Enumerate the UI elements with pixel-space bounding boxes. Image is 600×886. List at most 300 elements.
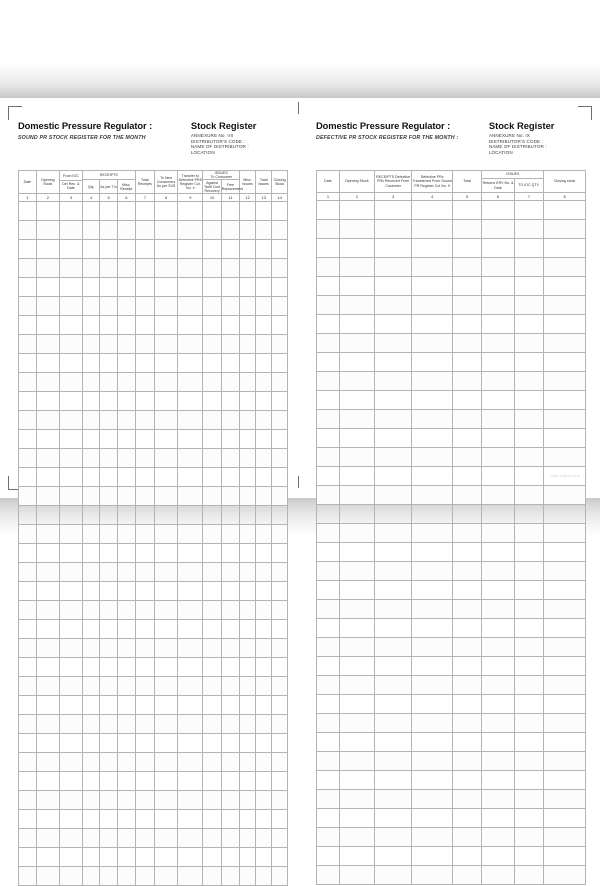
- table-cell[interactable]: [452, 562, 482, 581]
- table-cell[interactable]: [83, 316, 100, 335]
- table-cell[interactable]: [100, 867, 118, 886]
- table-cell[interactable]: [339, 657, 374, 676]
- table-cell[interactable]: [240, 278, 256, 297]
- table-cell[interactable]: [482, 847, 514, 866]
- table-cell[interactable]: [36, 392, 59, 411]
- table-cell[interactable]: [339, 771, 374, 790]
- table-cell[interactable]: [339, 695, 374, 714]
- table-cell[interactable]: [221, 487, 239, 506]
- table-cell[interactable]: [83, 867, 100, 886]
- table-cell[interactable]: [272, 791, 288, 810]
- table-cell[interactable]: [36, 221, 59, 240]
- table-cell[interactable]: [117, 449, 135, 468]
- table-cell[interactable]: [374, 543, 412, 562]
- table-row[interactable]: [19, 658, 288, 677]
- table-cell[interactable]: [514, 258, 544, 277]
- table-cell[interactable]: [514, 220, 544, 239]
- table-cell[interactable]: [240, 639, 256, 658]
- table-cell[interactable]: [100, 525, 118, 544]
- table-cell[interactable]: [272, 848, 288, 867]
- table-cell[interactable]: [117, 848, 135, 867]
- table-cell[interactable]: [203, 734, 221, 753]
- table-cell[interactable]: [135, 487, 154, 506]
- table-cell[interactable]: [339, 296, 374, 315]
- table-cell[interactable]: [412, 847, 452, 866]
- table-cell[interactable]: [36, 335, 59, 354]
- table-cell[interactable]: [482, 372, 514, 391]
- table-cell[interactable]: [452, 258, 482, 277]
- table-cell[interactable]: [19, 297, 37, 316]
- table-row[interactable]: [19, 240, 288, 259]
- table-cell[interactable]: [256, 240, 272, 259]
- table-cell[interactable]: [36, 601, 59, 620]
- table-cell[interactable]: [36, 563, 59, 582]
- table-cell[interactable]: [100, 316, 118, 335]
- table-cell[interactable]: [240, 658, 256, 677]
- table-cell[interactable]: [83, 658, 100, 677]
- table-cell[interactable]: [221, 278, 239, 297]
- table-cell[interactable]: [240, 582, 256, 601]
- table-cell[interactable]: [256, 544, 272, 563]
- table-cell[interactable]: [135, 240, 154, 259]
- table-cell[interactable]: [59, 829, 82, 848]
- table-cell[interactable]: [482, 258, 514, 277]
- table-cell[interactable]: [452, 543, 482, 562]
- table-row[interactable]: [317, 220, 586, 239]
- table-cell[interactable]: [339, 239, 374, 258]
- table-cell[interactable]: [514, 372, 544, 391]
- table-cell[interactable]: [221, 335, 239, 354]
- table-cell[interactable]: [36, 240, 59, 259]
- table-row[interactable]: [317, 505, 586, 524]
- table-row[interactable]: [317, 657, 586, 676]
- table-cell[interactable]: [514, 657, 544, 676]
- table-cell[interactable]: [178, 297, 203, 316]
- table-cell[interactable]: [203, 753, 221, 772]
- table-cell[interactable]: [100, 544, 118, 563]
- table-cell[interactable]: [117, 867, 135, 886]
- table-row[interactable]: [317, 733, 586, 752]
- table-cell[interactable]: [83, 753, 100, 772]
- table-cell[interactable]: [203, 848, 221, 867]
- table-cell[interactable]: [19, 506, 37, 525]
- table-cell[interactable]: [514, 277, 544, 296]
- table-cell[interactable]: [482, 315, 514, 334]
- table-cell[interactable]: [59, 563, 82, 582]
- table-row[interactable]: [317, 543, 586, 562]
- table-cell[interactable]: [374, 448, 412, 467]
- table-cell[interactable]: [155, 791, 178, 810]
- table-cell[interactable]: [117, 658, 135, 677]
- table-cell[interactable]: [317, 372, 340, 391]
- table-cell[interactable]: [256, 867, 272, 886]
- table-cell[interactable]: [221, 449, 239, 468]
- table-cell[interactable]: [203, 829, 221, 848]
- table-cell[interactable]: [59, 487, 82, 506]
- table-cell[interactable]: [339, 543, 374, 562]
- table-cell[interactable]: [178, 867, 203, 886]
- table-cell[interactable]: [544, 543, 586, 562]
- table-cell[interactable]: [100, 278, 118, 297]
- table-cell[interactable]: [155, 677, 178, 696]
- table-cell[interactable]: [59, 696, 82, 715]
- table-cell[interactable]: [221, 601, 239, 620]
- table-row[interactable]: [19, 449, 288, 468]
- table-row[interactable]: [317, 524, 586, 543]
- table-cell[interactable]: [374, 201, 412, 220]
- table-cell[interactable]: [155, 715, 178, 734]
- table-cell[interactable]: [452, 809, 482, 828]
- table-row[interactable]: [317, 600, 586, 619]
- table-cell[interactable]: [19, 278, 37, 297]
- table-cell[interactable]: [544, 619, 586, 638]
- table-cell[interactable]: [272, 715, 288, 734]
- table-cell[interactable]: [203, 715, 221, 734]
- table-cell[interactable]: [482, 524, 514, 543]
- table-cell[interactable]: [514, 771, 544, 790]
- table-cell[interactable]: [59, 392, 82, 411]
- table-cell[interactable]: [178, 202, 203, 221]
- table-cell[interactable]: [452, 239, 482, 258]
- table-cell[interactable]: [240, 772, 256, 791]
- table-cell[interactable]: [178, 316, 203, 335]
- table-cell[interactable]: [117, 316, 135, 335]
- table-row[interactable]: [19, 791, 288, 810]
- table-cell[interactable]: [19, 829, 37, 848]
- table-row[interactable]: [19, 810, 288, 829]
- table-cell[interactable]: [374, 619, 412, 638]
- table-cell[interactable]: [19, 715, 37, 734]
- table-cell[interactable]: [544, 448, 586, 467]
- table-row[interactable]: [19, 848, 288, 867]
- table-cell[interactable]: [203, 240, 221, 259]
- table-cell[interactable]: [83, 297, 100, 316]
- table-cell[interactable]: [374, 353, 412, 372]
- table-cell[interactable]: [544, 429, 586, 448]
- table-cell[interactable]: [135, 468, 154, 487]
- table-cell[interactable]: [374, 391, 412, 410]
- table-cell[interactable]: [83, 772, 100, 791]
- table-cell[interactable]: [514, 828, 544, 847]
- table-cell[interactable]: [117, 563, 135, 582]
- table-cell[interactable]: [514, 562, 544, 581]
- table-cell[interactable]: [544, 866, 586, 885]
- table-cell[interactable]: [374, 638, 412, 657]
- table-cell[interactable]: [339, 676, 374, 695]
- table-cell[interactable]: [59, 449, 82, 468]
- table-cell[interactable]: [482, 296, 514, 315]
- table-cell[interactable]: [100, 620, 118, 639]
- table-cell[interactable]: [203, 658, 221, 677]
- table-cell[interactable]: [514, 467, 544, 486]
- table-cell[interactable]: [178, 772, 203, 791]
- table-row[interactable]: [19, 525, 288, 544]
- table-cell[interactable]: [317, 429, 340, 448]
- table-cell[interactable]: [59, 544, 82, 563]
- table-cell[interactable]: [544, 296, 586, 315]
- table-cell[interactable]: [452, 448, 482, 467]
- table-cell[interactable]: [339, 467, 374, 486]
- table-cell[interactable]: [221, 734, 239, 753]
- table-cell[interactable]: [317, 771, 340, 790]
- table-cell[interactable]: [514, 695, 544, 714]
- table-cell[interactable]: [59, 772, 82, 791]
- table-cell[interactable]: [117, 297, 135, 316]
- table-cell[interactable]: [412, 239, 452, 258]
- table-cell[interactable]: [317, 201, 340, 220]
- table-cell[interactable]: [135, 601, 154, 620]
- table-cell[interactable]: [412, 315, 452, 334]
- table-cell[interactable]: [452, 676, 482, 695]
- table-cell[interactable]: [452, 847, 482, 866]
- table-cell[interactable]: [272, 734, 288, 753]
- table-cell[interactable]: [135, 354, 154, 373]
- table-cell[interactable]: [36, 316, 59, 335]
- table-cell[interactable]: [155, 696, 178, 715]
- table-cell[interactable]: [155, 582, 178, 601]
- table-cell[interactable]: [482, 714, 514, 733]
- table-cell[interactable]: [339, 334, 374, 353]
- table-cell[interactable]: [178, 601, 203, 620]
- table-cell[interactable]: [272, 335, 288, 354]
- table-cell[interactable]: [135, 411, 154, 430]
- table-cell[interactable]: [59, 601, 82, 620]
- table-cell[interactable]: [117, 753, 135, 772]
- table-row[interactable]: [19, 829, 288, 848]
- table-cell[interactable]: [83, 582, 100, 601]
- table-row[interactable]: [317, 277, 586, 296]
- table-cell[interactable]: [412, 866, 452, 885]
- table-cell[interactable]: [135, 772, 154, 791]
- table-cell[interactable]: [317, 638, 340, 657]
- table-cell[interactable]: [452, 828, 482, 847]
- table-cell[interactable]: [155, 373, 178, 392]
- table-row[interactable]: [317, 581, 586, 600]
- table-cell[interactable]: [544, 600, 586, 619]
- table-cell[interactable]: [178, 354, 203, 373]
- table-cell[interactable]: [272, 601, 288, 620]
- table-cell[interactable]: [221, 791, 239, 810]
- table-cell[interactable]: [374, 676, 412, 695]
- table-cell[interactable]: [272, 487, 288, 506]
- table-cell[interactable]: [59, 810, 82, 829]
- table-cell[interactable]: [117, 544, 135, 563]
- table-cell[interactable]: [240, 525, 256, 544]
- table-cell[interactable]: [256, 753, 272, 772]
- table-cell[interactable]: [482, 657, 514, 676]
- table-cell[interactable]: [240, 696, 256, 715]
- table-row[interactable]: [317, 315, 586, 334]
- table-cell[interactable]: [178, 259, 203, 278]
- table-cell[interactable]: [203, 430, 221, 449]
- table-cell[interactable]: [482, 562, 514, 581]
- table-cell[interactable]: [544, 733, 586, 752]
- table-row[interactable]: [19, 411, 288, 430]
- table-cell[interactable]: [221, 297, 239, 316]
- table-cell[interactable]: [482, 790, 514, 809]
- table-cell[interactable]: [155, 430, 178, 449]
- table-cell[interactable]: [19, 677, 37, 696]
- table-cell[interactable]: [135, 278, 154, 297]
- table-row[interactable]: [19, 734, 288, 753]
- table-cell[interactable]: [412, 410, 452, 429]
- table-cell[interactable]: [374, 581, 412, 600]
- table-cell[interactable]: [117, 639, 135, 658]
- table-cell[interactable]: [19, 392, 37, 411]
- table-cell[interactable]: [339, 505, 374, 524]
- table-cell[interactable]: [482, 866, 514, 885]
- table-cell[interactable]: [221, 259, 239, 278]
- table-cell[interactable]: [544, 372, 586, 391]
- table-cell[interactable]: [117, 278, 135, 297]
- table-cell[interactable]: [19, 810, 37, 829]
- table-cell[interactable]: [412, 258, 452, 277]
- table-cell[interactable]: [135, 297, 154, 316]
- table-cell[interactable]: [19, 582, 37, 601]
- table-cell[interactable]: [155, 221, 178, 240]
- table-cell[interactable]: [256, 221, 272, 240]
- table-cell[interactable]: [178, 392, 203, 411]
- table-cell[interactable]: [514, 752, 544, 771]
- table-cell[interactable]: [256, 297, 272, 316]
- table-cell[interactable]: [203, 601, 221, 620]
- table-cell[interactable]: [117, 582, 135, 601]
- table-cell[interactable]: [482, 239, 514, 258]
- table-cell[interactable]: [482, 505, 514, 524]
- table-cell[interactable]: [482, 353, 514, 372]
- table-cell[interactable]: [339, 562, 374, 581]
- table-cell[interactable]: [256, 582, 272, 601]
- table-cell[interactable]: [317, 277, 340, 296]
- table-cell[interactable]: [100, 734, 118, 753]
- table-cell[interactable]: [83, 620, 100, 639]
- table-cell[interactable]: [452, 657, 482, 676]
- table-cell[interactable]: [100, 791, 118, 810]
- table-row[interactable]: [317, 828, 586, 847]
- table-cell[interactable]: [19, 525, 37, 544]
- table-cell[interactable]: [100, 202, 118, 221]
- table-cell[interactable]: [100, 487, 118, 506]
- table-cell[interactable]: [374, 239, 412, 258]
- table-cell[interactable]: [514, 448, 544, 467]
- table-cell[interactable]: [19, 221, 37, 240]
- table-cell[interactable]: [155, 563, 178, 582]
- table-cell[interactable]: [203, 278, 221, 297]
- table-cell[interactable]: [317, 752, 340, 771]
- table-cell[interactable]: [272, 411, 288, 430]
- table-row[interactable]: [19, 430, 288, 449]
- table-cell[interactable]: [221, 829, 239, 848]
- table-row[interactable]: [317, 258, 586, 277]
- table-cell[interactable]: [203, 449, 221, 468]
- table-cell[interactable]: [135, 810, 154, 829]
- table-cell[interactable]: [221, 202, 239, 221]
- table-row[interactable]: [317, 372, 586, 391]
- table-cell[interactable]: [482, 220, 514, 239]
- table-cell[interactable]: [339, 391, 374, 410]
- table-cell[interactable]: [317, 239, 340, 258]
- table-cell[interactable]: [59, 715, 82, 734]
- table-cell[interactable]: [100, 297, 118, 316]
- table-cell[interactable]: [221, 411, 239, 430]
- table-row[interactable]: [19, 601, 288, 620]
- table-cell[interactable]: [135, 563, 154, 582]
- table-cell[interactable]: [59, 240, 82, 259]
- table-cell[interactable]: [59, 297, 82, 316]
- table-cell[interactable]: [100, 449, 118, 468]
- table-cell[interactable]: [272, 240, 288, 259]
- table-cell[interactable]: [83, 449, 100, 468]
- table-cell[interactable]: [19, 487, 37, 506]
- table-cell[interactable]: [221, 696, 239, 715]
- table-row[interactable]: [19, 696, 288, 715]
- table-cell[interactable]: [240, 468, 256, 487]
- table-cell[interactable]: [155, 810, 178, 829]
- table-cell[interactable]: [339, 638, 374, 657]
- table-cell[interactable]: [339, 581, 374, 600]
- table-cell[interactable]: [412, 676, 452, 695]
- table-cell[interactable]: [221, 392, 239, 411]
- table-cell[interactable]: [221, 240, 239, 259]
- table-cell[interactable]: [339, 277, 374, 296]
- table-cell[interactable]: [339, 828, 374, 847]
- table-row[interactable]: [19, 487, 288, 506]
- table-cell[interactable]: [19, 772, 37, 791]
- table-cell[interactable]: [135, 791, 154, 810]
- table-cell[interactable]: [203, 696, 221, 715]
- table-cell[interactable]: [339, 790, 374, 809]
- table-cell[interactable]: [36, 829, 59, 848]
- table-cell[interactable]: [178, 791, 203, 810]
- table-cell[interactable]: [452, 277, 482, 296]
- table-cell[interactable]: [19, 791, 37, 810]
- table-cell[interactable]: [155, 620, 178, 639]
- table-cell[interactable]: [178, 221, 203, 240]
- table-row[interactable]: [19, 468, 288, 487]
- table-cell[interactable]: [221, 867, 239, 886]
- table-row[interactable]: [317, 866, 586, 885]
- table-cell[interactable]: [155, 734, 178, 753]
- table-cell[interactable]: [135, 525, 154, 544]
- table-cell[interactable]: [339, 220, 374, 239]
- table-cell[interactable]: [256, 848, 272, 867]
- table-cell[interactable]: [482, 581, 514, 600]
- table-cell[interactable]: [178, 240, 203, 259]
- table-cell[interactable]: [83, 848, 100, 867]
- table-cell[interactable]: [155, 468, 178, 487]
- table-cell[interactable]: [83, 487, 100, 506]
- table-cell[interactable]: [272, 582, 288, 601]
- table-cell[interactable]: [100, 411, 118, 430]
- table-cell[interactable]: [452, 220, 482, 239]
- table-cell[interactable]: [221, 753, 239, 772]
- table-cell[interactable]: [155, 601, 178, 620]
- table-row[interactable]: [19, 354, 288, 373]
- table-cell[interactable]: [155, 544, 178, 563]
- table-cell[interactable]: [256, 525, 272, 544]
- table-cell[interactable]: [452, 600, 482, 619]
- table-cell[interactable]: [203, 582, 221, 601]
- table-cell[interactable]: [178, 639, 203, 658]
- table-cell[interactable]: [83, 639, 100, 658]
- table-cell[interactable]: [100, 506, 118, 525]
- table-cell[interactable]: [482, 619, 514, 638]
- table-cell[interactable]: [117, 677, 135, 696]
- table-cell[interactable]: [317, 505, 340, 524]
- table-cell[interactable]: [514, 619, 544, 638]
- table-cell[interactable]: [412, 809, 452, 828]
- table-cell[interactable]: [412, 581, 452, 600]
